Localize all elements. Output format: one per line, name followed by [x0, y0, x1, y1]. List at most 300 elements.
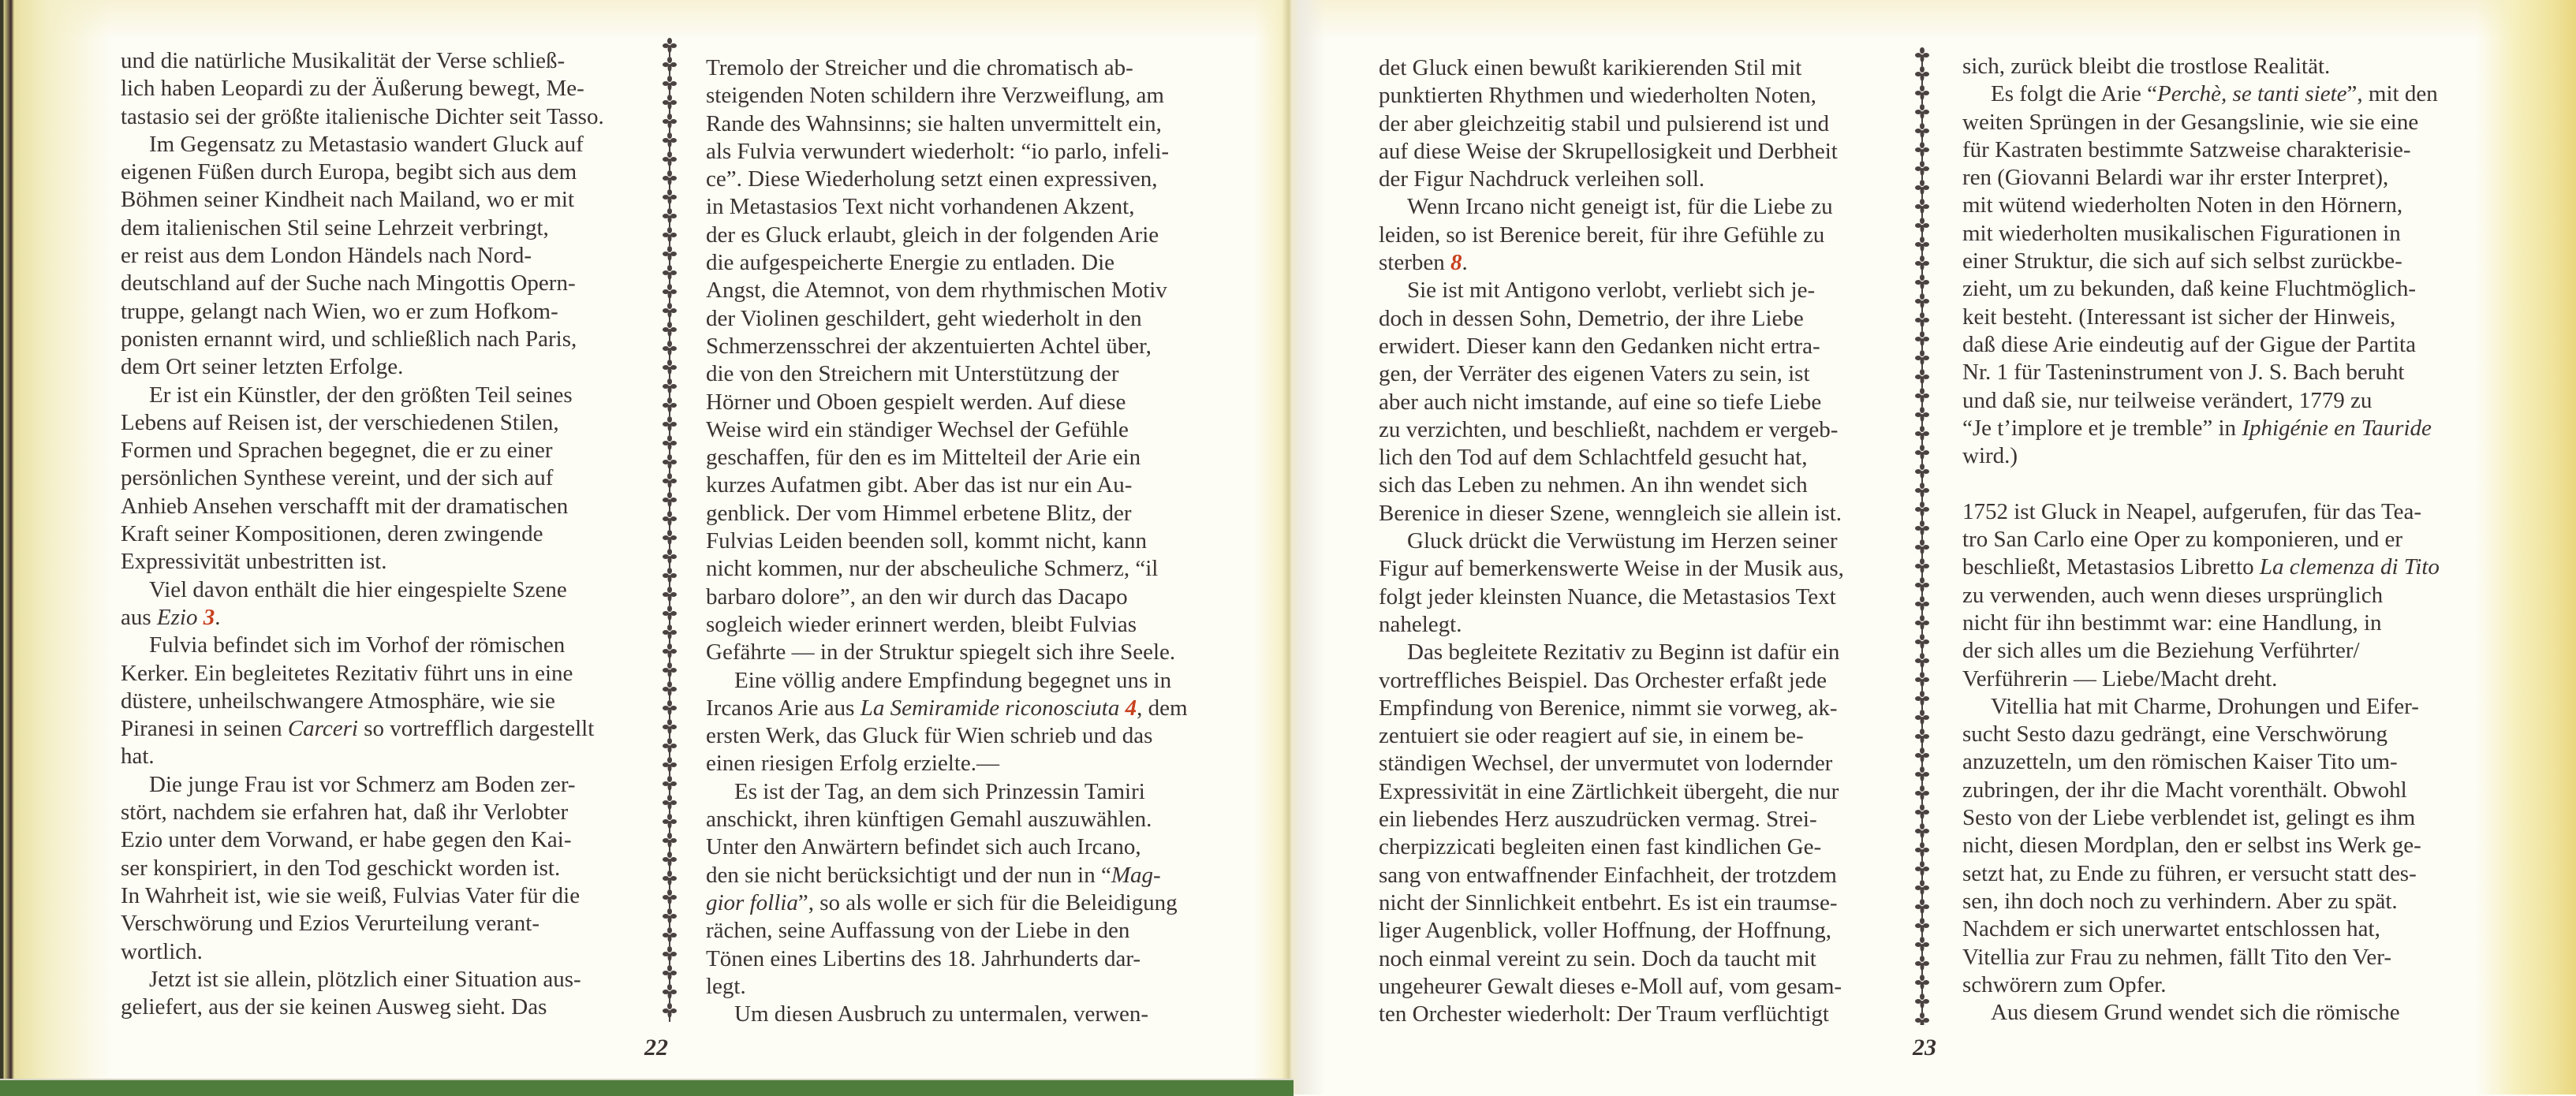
text-line — [706, 639, 1258, 666]
text-line — [706, 305, 1258, 333]
footnote-marker[interactable]: 4 — [1125, 695, 1137, 721]
text-line — [706, 110, 1258, 138]
text-run: Nachdem er sich unerwartet entschlossen hat, — [1962, 916, 2380, 942]
text-line — [121, 186, 673, 214]
text-line — [1379, 917, 1931, 945]
text-line — [706, 778, 1258, 806]
text-run: einen riesigen Erfolg erzielte.— — [706, 751, 1000, 777]
fleuron-icon — [1915, 255, 1929, 274]
text-line — [1962, 220, 2514, 248]
text-line — [706, 416, 1258, 444]
text-line — [121, 298, 673, 326]
text-run: mit wütend wiederholten Noten in den Hörnern, — [1962, 192, 2403, 218]
fleuron-icon — [1915, 426, 1929, 445]
text-line — [1962, 304, 2514, 331]
text-line — [1962, 192, 2514, 219]
text-run: Formen und Sprachen begegnet, die er zu einer — [121, 438, 553, 464]
text-run: Vitellia hat mit Charme, Drohungen und Eifer- — [1991, 693, 2419, 719]
text-line — [1379, 360, 1931, 388]
text-run: gen, der Verräter des eigenen Vaters zu sein, ist — [1379, 361, 1810, 387]
paragraph — [121, 771, 673, 966]
fleuron-icon — [663, 511, 677, 530]
italic-title: gior follia — [706, 889, 798, 915]
text-run: folgt jeder kleinsten Nuance, die Metastasios Text — [1379, 583, 1836, 610]
fleuron-icon — [1915, 274, 1929, 293]
text-line — [1379, 722, 1931, 750]
text-run: Anhieb Ansehen verschafft mit der dramatischen — [121, 493, 569, 519]
text-run: Schmerzensschrei der akzentuierten Achtel über, — [706, 333, 1152, 359]
book-left-edge — [0, 0, 110, 1094]
text-run: der aber gleichzeitig stabil und pulsierend ist und — [1379, 110, 1829, 136]
fleuron-icon — [1915, 937, 1929, 956]
text-run: einer Struktur, die sich auf sich selbst zurückbe- — [1962, 248, 2402, 274]
text-run: Ircanos Arie aus — [706, 695, 861, 721]
text-line — [121, 493, 673, 520]
text-line — [121, 855, 673, 882]
text-line — [706, 138, 1258, 166]
text-run: kurzes Aufatmen gibt. Aber das ist nur ein Au- — [706, 472, 1133, 498]
text-line — [121, 409, 673, 437]
text-line — [121, 799, 673, 826]
fleuron-icon — [1915, 350, 1929, 369]
text-run: hat. — [121, 744, 155, 770]
fleuron-icon — [1915, 539, 1929, 558]
fleuron-icon — [1915, 823, 1929, 842]
text-run: zubringen, der ihr die Macht vorenthält. Obwohl — [1962, 777, 2407, 803]
fleuron-icon — [1915, 483, 1929, 501]
paragraph — [706, 667, 1258, 778]
text-run: die von den Streichern mit Unterstützung der — [706, 361, 1119, 387]
fleuron-icon — [663, 833, 677, 852]
text-line — [1962, 721, 2514, 748]
text-run: ”, so als wolle er sich für die Beleidigung — [797, 889, 1178, 915]
text-run: nicht, diesen Mordplan, den er selbst ins Werk ge- — [1962, 833, 2421, 859]
text-line — [1379, 389, 1931, 416]
text-run: daß diese Arie eindeutig auf der Gigue der Partita — [1962, 331, 2416, 357]
text-line — [121, 103, 673, 131]
fleuron-icon — [663, 776, 677, 795]
text-run: schwörern zum Opfer. — [1962, 971, 2167, 997]
text-run: Verführerin — Liebe/Macht dreht. — [1962, 665, 2278, 692]
paragraph — [1962, 470, 2514, 692]
fleuron-icon — [1915, 975, 1929, 993]
text-run: genblick. Der vom Himmel erbetene Blitz, der — [706, 500, 1132, 526]
fleuron-icon — [663, 360, 677, 378]
text-run: Kerker. Ein begleitetes Rezitativ führt uns in eine — [121, 660, 573, 686]
text-run: auf diese Weise der Skrupellosigkeit und Derbheit — [1379, 138, 1838, 164]
text-run: Verschwörung und Ezios Verurteilung verant- — [121, 911, 539, 937]
fleuron-icon — [663, 151, 677, 170]
italic-title: La Semiramide riconosciuta — [860, 695, 1120, 721]
text-run: Böhmen seiner Kindheit nach Mailand, wo er mit — [121, 187, 575, 213]
text-line — [706, 166, 1258, 193]
text-line — [1962, 109, 2514, 136]
fleuron-icon — [1915, 918, 1929, 937]
fleuron-icon — [1915, 293, 1929, 312]
text-run: legt. — [706, 973, 746, 999]
paragraph — [1962, 80, 2514, 470]
text-column-2 — [706, 54, 1258, 1028]
footnote-marker[interactable]: 3 — [203, 604, 215, 630]
text-line — [1962, 331, 2514, 359]
fleuron-icon — [663, 284, 677, 303]
text-line — [1379, 806, 1931, 833]
fleuron-icon — [1915, 861, 1929, 880]
text-line — [1962, 888, 2514, 915]
text-line — [121, 660, 673, 688]
paragraph — [1379, 277, 1931, 527]
text-line — [1962, 136, 2514, 164]
text-run: ce”. Diese Wiederholung setzt einen expressiven, — [706, 166, 1158, 192]
fleuron-icon — [663, 908, 677, 927]
text-line — [1379, 305, 1931, 333]
text-line — [121, 131, 673, 158]
paragraph — [121, 632, 673, 770]
text-run: sen, ihn doch noch zu verhindern. Aber zu spät. — [1962, 888, 2398, 914]
text-line — [706, 611, 1258, 639]
text-line — [121, 966, 673, 993]
text-run: ren (Giovanni Belardi war ihr erster Interpret), — [1962, 165, 2389, 191]
text-line — [1962, 693, 2514, 721]
fleuron-icon — [663, 265, 677, 284]
text-run: keit besteht. (Interessant ist sicher der Hinweis, — [1962, 304, 2396, 330]
text-line — [1379, 695, 1931, 722]
text-run: der es Gluck erlaubt, gleich in der folgenden Arie — [706, 222, 1159, 248]
paragraph — [1962, 999, 2514, 1027]
text-run: “Je t’implore et je tremble” in — [1962, 415, 2242, 441]
fleuron-icon — [663, 416, 677, 435]
text-line — [706, 472, 1258, 499]
text-run: Um diesen Ausbruch zu untermalen, verwen- — [734, 1001, 1149, 1027]
text-run: nicht der Sinnlichkeit entbehrt. Es ist ein traumse- — [1379, 889, 1838, 915]
fleuron-icon — [1915, 729, 1929, 747]
text-run: ten Orchester wiederholt: Der Traum verflüchtigt — [1379, 1001, 1829, 1027]
fleuron-icon — [1915, 956, 1929, 975]
text-run: Die junge Frau ist vor Schmerz am Boden zer- — [149, 771, 576, 797]
italic-title: La clemenza di Tito — [2259, 554, 2440, 580]
text-line — [121, 882, 673, 910]
fleuron-icon — [1915, 218, 1929, 237]
text-run: so vortrefflich dargestellt — [357, 716, 595, 742]
text-line — [121, 464, 673, 492]
text-line — [1962, 777, 2514, 804]
text-line — [1379, 778, 1931, 806]
page-number-left: 22 — [644, 1034, 668, 1061]
italic-title: Ezio — [156, 604, 198, 630]
text-line — [706, 889, 1258, 917]
text-run: aus — [121, 604, 157, 630]
text-line — [706, 527, 1258, 555]
fleuron-icon — [663, 587, 677, 606]
fleuron-icon — [1915, 672, 1929, 691]
paragraph — [706, 778, 1258, 1001]
text-line — [121, 993, 673, 1021]
paragraph — [121, 47, 673, 131]
text-line — [1379, 444, 1931, 472]
text-line — [706, 695, 1258, 722]
text-line — [706, 806, 1258, 833]
text-run: Ezio unter dem Vorwand, er habe gegen den Kai- — [121, 827, 572, 853]
text-run: zu verwenden, auch wenn dieses ursprünglich — [1962, 582, 2384, 608]
text-line — [121, 270, 673, 297]
text-run: zu verzichten, und beschließt, nachdem er vergeb- — [1379, 416, 1839, 442]
paragraph — [1379, 639, 1931, 1028]
text-line — [1379, 945, 1931, 973]
text-line — [706, 722, 1258, 750]
text-run: Gefährte — in der Struktur spiegelt sich ihre Seele. — [706, 639, 1176, 665]
fleuron-icon — [663, 738, 677, 757]
text-run: sang von entwaffnender Einfachheit, der trotzdem — [1379, 862, 1837, 888]
italic-title: Carceri — [287, 716, 358, 742]
paragraph — [121, 966, 673, 1022]
fleuron-icon — [1915, 710, 1929, 729]
fleuron-icon — [663, 397, 677, 416]
text-line — [706, 555, 1258, 583]
text-line — [1962, 248, 2514, 275]
text-line — [1379, 1001, 1931, 1028]
text-run: Fulvia befindet sich im Vorhof der römischen — [149, 632, 566, 658]
paragraph — [1962, 693, 2514, 999]
fleuron-icon — [663, 643, 677, 662]
text-run: erwidert. Dieser kann den Gedanken nicht ertra- — [1379, 333, 1820, 359]
text-run: Im Gegensatz zu Metastasio wandert Gluck auf — [149, 131, 584, 157]
text-run: ponisten ernannt wird, und schließlich nach Paris, — [121, 326, 577, 352]
fleuron-icon — [663, 889, 677, 908]
text-line — [1962, 637, 2514, 665]
text-line — [706, 277, 1258, 304]
fleuron-icon — [1915, 1012, 1929, 1025]
fleuron-icon — [663, 870, 677, 889]
text-line — [706, 500, 1258, 527]
fleuron-icon — [663, 170, 677, 189]
text-run: det Gluck einen bewußt karikierenden Stil mit — [1379, 55, 1802, 80]
paragraph — [1379, 54, 1931, 193]
text-run — [197, 605, 203, 630]
text-line — [1379, 54, 1931, 82]
text-line — [706, 667, 1258, 695]
fleuron-icon — [663, 454, 677, 473]
text-line — [1962, 915, 2514, 943]
text-run: steigenden Noten schildern ihre Verzweiflung, am — [706, 83, 1164, 109]
fleuron-icon — [1915, 47, 1929, 66]
fleuron-icon — [1915, 199, 1929, 218]
fleuron-icon — [1915, 577, 1929, 596]
text-run: Fulvias Leiden beenden soll, kommt nicht, kann — [706, 528, 1147, 554]
text-line — [1379, 889, 1931, 917]
text-run: liger Augenblick, voller Hoffnung, der Hoffnung, — [1379, 918, 1831, 944]
text-line — [121, 743, 673, 770]
text-line — [706, 583, 1258, 611]
fleuron-icon — [663, 795, 677, 814]
fleuron-icon — [663, 189, 677, 208]
fleuron-icon — [1915, 785, 1929, 804]
text-line — [706, 973, 1258, 1001]
text-run: Kraft seiner Kompositionen, deren zwingende — [121, 521, 543, 547]
fleuron-icon — [1915, 691, 1929, 710]
fleuron-icon — [663, 662, 677, 681]
text-run: doch in dessen Sohn, Demetrio, der ihre Liebe — [1379, 305, 1804, 331]
paragraph — [121, 382, 673, 576]
text-line — [121, 520, 673, 548]
text-line — [1379, 611, 1931, 639]
text-line — [1962, 971, 2514, 999]
fleuron-icon — [663, 1003, 677, 1022]
text-run: Tremolo der Streicher und die chromatisch ab- — [706, 55, 1133, 80]
fleuron-icon — [1915, 766, 1929, 785]
text-run: lich den Tod auf dem Schlachtfeld gesucht hat, — [1379, 445, 1808, 471]
fleuron-icon — [663, 852, 677, 870]
text-line — [121, 910, 673, 938]
text-line — [1379, 277, 1931, 304]
text-column-1 — [121, 47, 673, 1021]
fleuron-icon — [663, 227, 677, 246]
text-line — [706, 333, 1258, 360]
text-line — [1962, 526, 2514, 554]
italic-title: Mag- — [1111, 862, 1161, 888]
text-run: sich, zurück bleibt die trostlose Realität. — [1962, 54, 2331, 79]
text-line — [706, 82, 1258, 110]
text-run: lich haben Leopardi zu der Äußerung bewegt, Me- — [121, 76, 584, 102]
text-line — [1379, 750, 1931, 777]
fleuron-icon — [663, 984, 677, 1003]
text-line — [1379, 333, 1931, 360]
text-line — [121, 353, 673, 381]
text-line — [1962, 665, 2514, 693]
fleuron-icon — [663, 606, 677, 624]
italic-title: Iphigénie en Tauride — [2242, 415, 2432, 441]
paragraph — [1379, 527, 1931, 639]
text-run: der Figur Nachdruck verleihen soll. — [1379, 166, 1705, 192]
fleuron-icon — [1915, 899, 1929, 918]
text-line — [1379, 416, 1931, 444]
text-run: punktierten Rhythmen und wiederholten Noten, — [1379, 83, 1816, 109]
text-run: noch einmal vereint zu sein. Doch da taucht mit — [1379, 945, 1816, 971]
fleuron-icon — [663, 927, 677, 946]
text-run: nahelegt. — [1379, 611, 1462, 637]
text-line — [1962, 498, 2514, 526]
text-run: mit wiederholten musikalischen Figurationen in — [1962, 220, 2401, 246]
fleuron-icon — [663, 435, 677, 454]
text-run: Hörner und Oboen gespielt werden. Auf diese — [706, 389, 1126, 415]
text-line — [121, 548, 673, 576]
text-run: setzt hat, zu Ende zu führen, er versucht statt des- — [1962, 860, 2417, 886]
text-run: Nr. 1 für Tasteninstrument von J. S. Bach beruht — [1962, 360, 2405, 386]
text-line — [1379, 82, 1931, 110]
fleuron-icon — [1915, 464, 1929, 483]
text-line — [1962, 359, 2514, 386]
text-line — [1379, 862, 1931, 889]
book-gutter — [1254, 0, 1325, 1094]
text-run: Expressivität in eine Zärtlichkeit übergeht, die nur — [1379, 778, 1839, 804]
text-run: zieht, um zu bekunden, daß keine Fluchtmöglich- — [1962, 276, 2417, 302]
text-run: cherpizzicati begleiten einen fast kindlichen Ge- — [1379, 834, 1822, 860]
text-run: ein liebendes Herz auszudrücken vermag. Strei- — [1379, 807, 1817, 833]
fleuron-icon — [663, 341, 677, 360]
fleuron-icon — [663, 473, 677, 492]
fleuron-icon — [1915, 804, 1929, 823]
text-line — [1962, 832, 2514, 859]
text-run: ungeheurer Gewalt dieses e-Moll auf, vom gesam- — [1379, 973, 1842, 999]
fleuron-icon — [1915, 237, 1929, 255]
text-run: die aufgespeicherte Energie zu entladen. Die — [706, 250, 1114, 276]
footnote-marker[interactable]: 8 — [1450, 250, 1462, 276]
text-line — [121, 688, 673, 715]
text-run: Er ist ein Künstler, der den größten Teil seines — [149, 382, 573, 408]
fleuron-icon — [1915, 66, 1929, 85]
text-run: In Wahrheit ist, wie sie weiß, Fulvias Vater für die — [121, 882, 581, 908]
text-run: eigenen Füßen durch Europa, begibt sich aus dem — [121, 159, 577, 185]
text-run: Lebens auf Reisen ist, der verschiedenen Stilen, — [121, 409, 559, 435]
text-run: anzuzetteln, um den römischen Kaiser Tito um- — [1962, 749, 2398, 775]
text-line — [121, 715, 673, 743]
fleuron-icon — [663, 38, 677, 57]
text-run: Empfindung von Berenice, nimmt sie vorweg, ak- — [1379, 695, 1838, 721]
text-run: nicht für ihn bestimmt war: eine Handlung, in — [1962, 610, 2382, 636]
text-line — [1962, 53, 2514, 80]
text-line — [706, 833, 1258, 861]
text-run: weiten Sprüngen in der Gesangslinie, wie sie eine — [1962, 109, 2419, 135]
text-line — [121, 214, 673, 242]
text-column-4 — [1962, 53, 2514, 1027]
text-line — [706, 389, 1258, 416]
text-run: sucht Sesto dazu gedrängt, eine Verschwörung — [1962, 721, 2388, 747]
text-run: Vitellia zur Frau zu nehmen, fällt Tito den Ver- — [1962, 944, 2392, 970]
text-line — [1962, 999, 2514, 1027]
text-run: Wenn Ircano nicht geneigt ist, für die Liebe zu — [1407, 194, 1833, 220]
fleuron-icon — [663, 322, 677, 341]
text-run: Eine völlig andere Empfindung begegnet uns in — [734, 667, 1172, 693]
text-run: sich das Leben zu nehmen. An ihn wendet sich — [1379, 472, 1808, 498]
paragraph — [1379, 193, 1931, 277]
fleuron-icon — [1915, 123, 1929, 142]
text-run: als Fulvia verwundert wiederholt: “io parlo, infeli- — [706, 138, 1170, 164]
text-line — [1962, 748, 2514, 776]
text-line — [706, 444, 1258, 472]
text-run: Tönen eines Libertins des 18. Jahrhunderts dar- — [706, 945, 1141, 971]
text-line — [1379, 110, 1931, 138]
text-run: . — [1462, 250, 1468, 276]
text-line — [1962, 860, 2514, 888]
text-run: tastasio sei der größte italienische Dichter seit Tasso. — [121, 103, 604, 129]
fleuron-icon — [1915, 615, 1929, 634]
fleuron-icon — [663, 132, 677, 151]
text-line — [1962, 164, 2514, 192]
fleuron-icon — [1915, 142, 1929, 161]
fleuron-icon — [663, 208, 677, 227]
text-run: deutschland auf der Suche nach Mingottis Opern- — [121, 270, 576, 296]
text-run: ser konspiriert, in den Tod geschickt worden ist. — [121, 855, 561, 881]
book-cover-edge — [0, 1079, 1294, 1096]
fleuron-icon — [1915, 880, 1929, 899]
text-line — [1962, 944, 2514, 971]
fleuron-icon — [663, 814, 677, 833]
text-line — [1962, 554, 2514, 581]
text-line — [706, 750, 1258, 777]
ornament-border-icon — [1913, 47, 1931, 1025]
text-line — [1962, 804, 2514, 832]
fleuron-icon — [663, 114, 677, 132]
text-run: Gluck drückt die Verwüstung im Herzen seiner — [1407, 528, 1838, 554]
fleuron-icon — [1915, 596, 1929, 615]
text-run — [1119, 695, 1125, 721]
text-line — [706, 917, 1258, 945]
text-run: geschaffen, für den es im Mittelteil der Arie ein — [706, 445, 1141, 471]
fleuron-icon — [1915, 407, 1929, 426]
text-run: stört, nachdem sie erfahren hat, daß ihr Verlobter — [121, 800, 569, 826]
text-run: tro San Carlo eine Oper zu komponieren, und er — [1962, 527, 2403, 553]
text-run: den sie nicht berücksichtigt und der nun in “ — [706, 862, 1111, 888]
text-line — [121, 382, 673, 409]
